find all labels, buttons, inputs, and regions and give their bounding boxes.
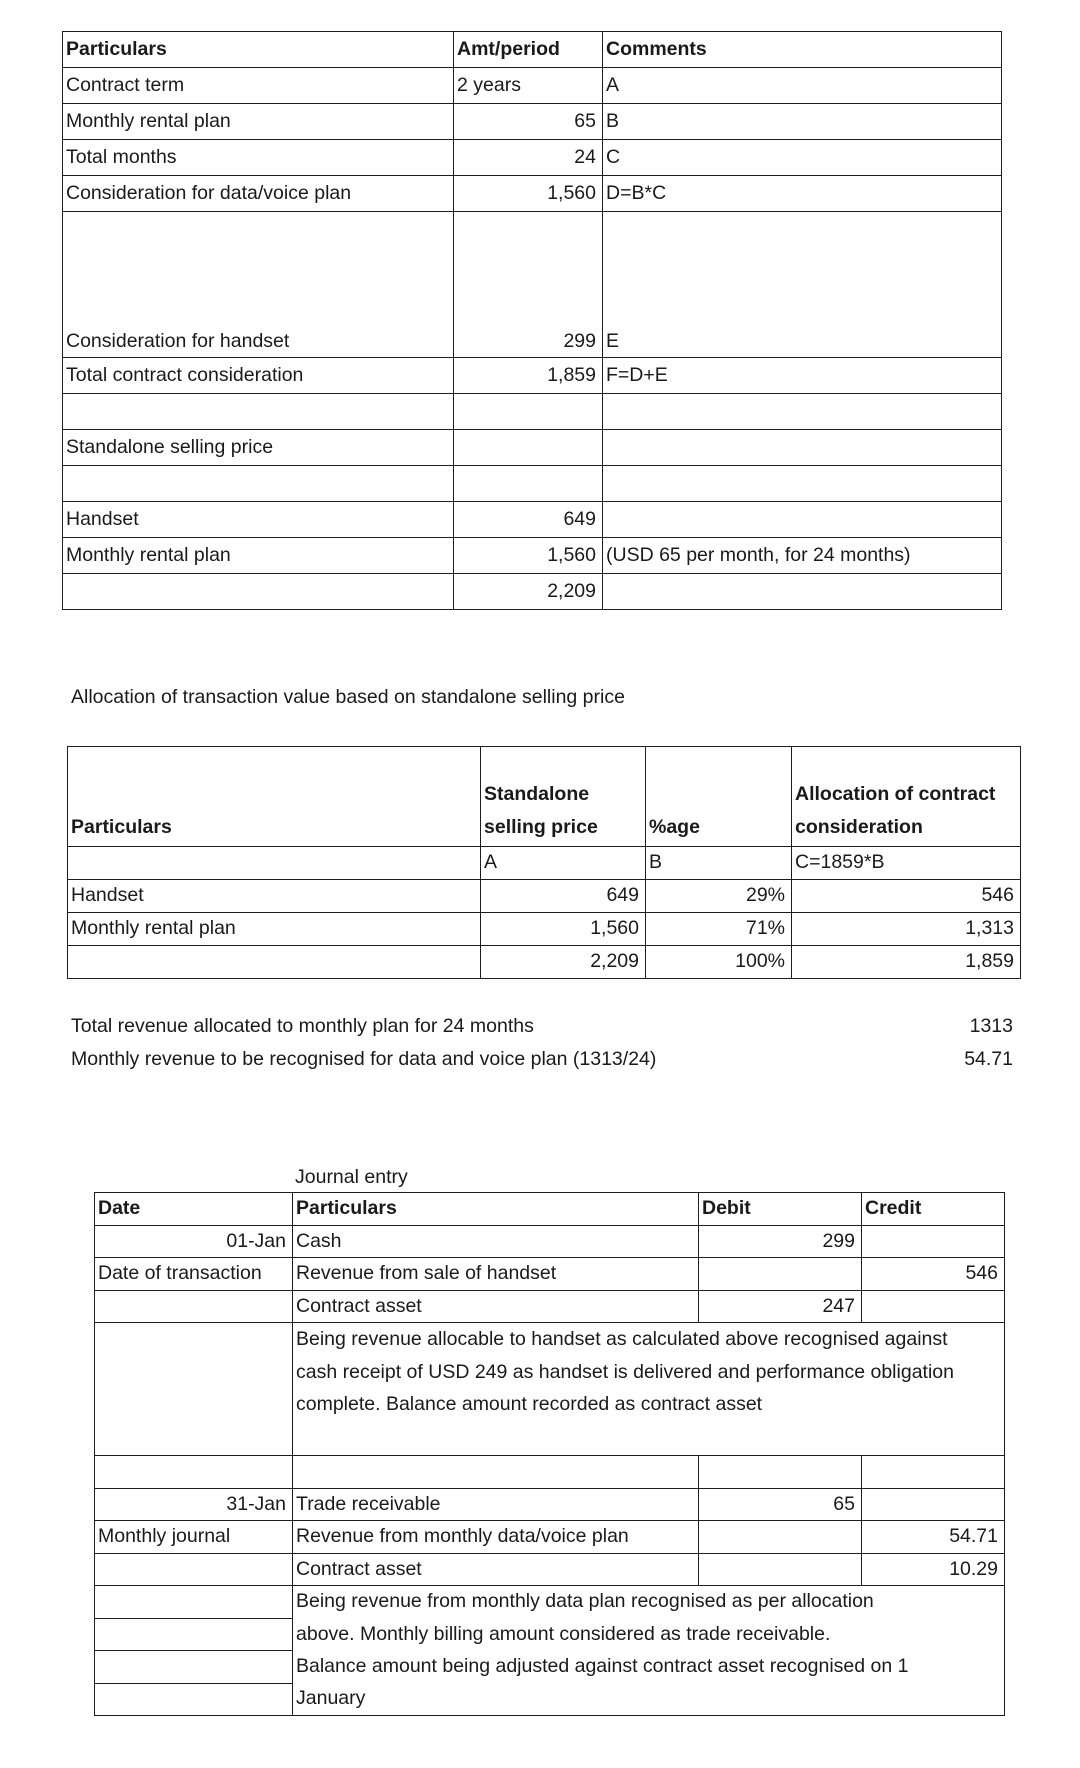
formula-cell xyxy=(68,847,481,880)
cell-credit: 10.29 xyxy=(862,1553,1005,1586)
cell-percentage: 71% xyxy=(646,913,792,946)
header-percentage: %age xyxy=(646,747,792,847)
cell-date-empty xyxy=(95,1683,293,1716)
table-row xyxy=(63,68,1002,104)
cell-empty xyxy=(699,1456,862,1489)
cell-comment xyxy=(603,430,1002,466)
cell-credit xyxy=(862,1290,1005,1323)
summary-total-label: Total revenue allocated to monthly plan for 24 months xyxy=(71,1015,534,1037)
journal-row xyxy=(95,1258,1005,1291)
journal-narration-row xyxy=(95,1323,1005,1456)
cell-comment: F=D+E xyxy=(603,358,1002,394)
cell-comment: D=B*C xyxy=(603,176,1002,212)
cell-debit: 65 xyxy=(699,1488,862,1521)
formula-cell: C=1859*B xyxy=(792,847,1021,880)
cell-particular: Contract asset xyxy=(293,1553,699,1586)
cell-comment xyxy=(603,502,1002,538)
cell-amount: 1,560 xyxy=(454,538,603,574)
header-credit: Credit xyxy=(862,1193,1005,1226)
cell-comment: B xyxy=(603,104,1002,140)
header-particulars: Particulars xyxy=(63,32,454,68)
header-amt-period: Amt/period xyxy=(454,32,603,68)
cell-particular: Handset xyxy=(68,880,481,913)
table-row xyxy=(63,466,1002,502)
narration-line: Being revenue from monthly data plan recognised as per allocation xyxy=(293,1586,1005,1619)
cell-particular xyxy=(68,946,481,979)
cell-date: Monthly journal xyxy=(95,1521,293,1554)
cell-debit: 247 xyxy=(699,1290,862,1323)
cell-debit: 299 xyxy=(699,1225,862,1258)
table-row xyxy=(63,430,1002,466)
cell-date xyxy=(95,1553,293,1586)
narration-line: January xyxy=(293,1683,1005,1716)
journal-title: Journal entry xyxy=(295,1166,408,1188)
narration-line: above. Monthly billing amount considered as trade receivable. xyxy=(293,1618,1005,1651)
cell-amount: 1,560 xyxy=(454,176,603,212)
table-row xyxy=(63,394,1002,430)
table-header-row xyxy=(95,1193,1005,1226)
cell-debit xyxy=(699,1258,862,1291)
cell-ssp: 1,560 xyxy=(481,913,646,946)
allocation-table xyxy=(67,746,1021,979)
formula-row xyxy=(68,847,1021,880)
journal-row xyxy=(95,1553,1005,1586)
cell-amount: 2 years xyxy=(454,68,603,104)
table-row xyxy=(63,212,1002,358)
cell-percentage: 100% xyxy=(646,946,792,979)
cell-credit xyxy=(862,1488,1005,1521)
cell-date-empty xyxy=(95,1586,293,1619)
cell-amount xyxy=(454,430,603,466)
cell-amount: 299 xyxy=(454,212,603,358)
cell-particular: Consideration for handset xyxy=(63,212,454,358)
cell-empty xyxy=(862,1456,1005,1489)
narration-line: Balance amount being adjusted against contract asset recognised on 1 xyxy=(293,1651,1005,1684)
header-date: Date xyxy=(95,1193,293,1226)
header-comments: Comments xyxy=(603,32,1002,68)
cell-allocation: 1,313 xyxy=(792,913,1021,946)
formula-cell: A xyxy=(481,847,646,880)
table-row xyxy=(63,104,1002,140)
table-header-row xyxy=(68,747,1021,847)
journal-narration-row xyxy=(95,1651,1005,1684)
cell-amount: 649 xyxy=(454,502,603,538)
cell-amount: 24 xyxy=(454,140,603,176)
cell-particular: Contract asset xyxy=(293,1290,699,1323)
cell-date xyxy=(95,1290,293,1323)
cell-allocation: 1,859 xyxy=(792,946,1021,979)
cell-particular: Total months xyxy=(63,140,454,176)
cell-ssp: 2,209 xyxy=(481,946,646,979)
cell-amount: 1,859 xyxy=(454,358,603,394)
cell-allocation: 546 xyxy=(792,880,1021,913)
table-row xyxy=(68,880,1021,913)
cell-particular: Standalone selling price xyxy=(63,430,454,466)
header-particulars: Particulars xyxy=(293,1193,699,1226)
table-row xyxy=(63,502,1002,538)
journal-row xyxy=(95,1488,1005,1521)
contract-details-table xyxy=(62,31,1002,610)
cell-comment: A xyxy=(603,68,1002,104)
journal-narration-row xyxy=(95,1586,1005,1619)
cell-credit: 54.71 xyxy=(862,1521,1005,1554)
cell-particular: Monthly rental plan xyxy=(68,913,481,946)
header-allocation: Allocation of contract consideration xyxy=(792,747,1021,847)
table-header-row xyxy=(63,32,1002,68)
cell-comment xyxy=(603,394,1002,430)
table-row xyxy=(63,538,1002,574)
journal-narration-row xyxy=(95,1683,1005,1716)
cell-particular: Contract term xyxy=(63,68,454,104)
allocation-heading: Allocation of transaction value based on standalone selling price xyxy=(71,686,625,708)
cell-date: 01-Jan xyxy=(95,1225,293,1258)
cell-amount: 65 xyxy=(454,104,603,140)
cell-particular: Consideration for data/voice plan xyxy=(63,176,454,212)
cell-particular: Handset xyxy=(63,502,454,538)
summary-monthly-value: 54.71 xyxy=(964,1048,1013,1070)
cell-particular xyxy=(63,466,454,502)
cell-particular xyxy=(63,574,454,610)
cell-particular: Total contract consideration xyxy=(63,358,454,394)
header-debit: Debit xyxy=(699,1193,862,1226)
table-row xyxy=(63,574,1002,610)
cell-comment xyxy=(603,574,1002,610)
cell-particular: Trade receivable xyxy=(293,1488,699,1521)
narration-text: Being revenue allocable to handset as calculated above recognised against cash receipt of USD 249 as handset is delivered and performance obligation complete. Balance amount recorded as contract asset xyxy=(293,1323,1005,1456)
cell-particular: Monthly rental plan xyxy=(63,104,454,140)
cell-particular xyxy=(63,394,454,430)
journal-row xyxy=(95,1290,1005,1323)
formula-cell: B xyxy=(646,847,792,880)
cell-ssp: 649 xyxy=(481,880,646,913)
header-standalone-selling-price: Standalone selling price xyxy=(481,747,646,847)
table-row xyxy=(68,946,1021,979)
header-particulars: Particulars xyxy=(68,747,481,847)
cell-amount: 2,209 xyxy=(454,574,603,610)
cell-comment xyxy=(603,466,1002,502)
cell-credit: 546 xyxy=(862,1258,1005,1291)
cell-debit xyxy=(699,1553,862,1586)
cell-date: Date of transaction xyxy=(95,1258,293,1291)
journal-blank-row xyxy=(95,1456,1005,1489)
cell-comment: E xyxy=(603,212,1002,358)
cell-credit xyxy=(862,1225,1005,1258)
cell-date: 31-Jan xyxy=(95,1488,293,1521)
journal-row xyxy=(95,1225,1005,1258)
journal-narration-row xyxy=(95,1618,1005,1651)
cell-date-empty xyxy=(95,1618,293,1651)
journal-row xyxy=(95,1521,1005,1554)
cell-empty xyxy=(293,1456,699,1489)
cell-debit xyxy=(699,1521,862,1554)
summary-total-value: 1313 xyxy=(969,1015,1013,1037)
cell-amount xyxy=(454,394,603,430)
table-row xyxy=(68,913,1021,946)
summary-monthly-label: Monthly revenue to be recognised for data and voice plan (1313/24) xyxy=(71,1048,657,1070)
table-row xyxy=(63,140,1002,176)
cell-particular: Cash xyxy=(293,1225,699,1258)
cell-particular: Revenue from sale of handset xyxy=(293,1258,699,1291)
cell-percentage: 29% xyxy=(646,880,792,913)
cell-comment: C xyxy=(603,140,1002,176)
table-row xyxy=(63,176,1002,212)
cell-particular: Revenue from monthly data/voice plan xyxy=(293,1521,699,1554)
cell-amount xyxy=(454,466,603,502)
cell-empty xyxy=(95,1456,293,1489)
cell-particular: Monthly rental plan xyxy=(63,538,454,574)
journal-table xyxy=(94,1192,1005,1716)
cell-date-empty xyxy=(95,1323,293,1456)
cell-comment: (USD 65 per month, for 24 months) xyxy=(603,538,1002,574)
table-row xyxy=(63,358,1002,394)
cell-date-empty xyxy=(95,1651,293,1684)
